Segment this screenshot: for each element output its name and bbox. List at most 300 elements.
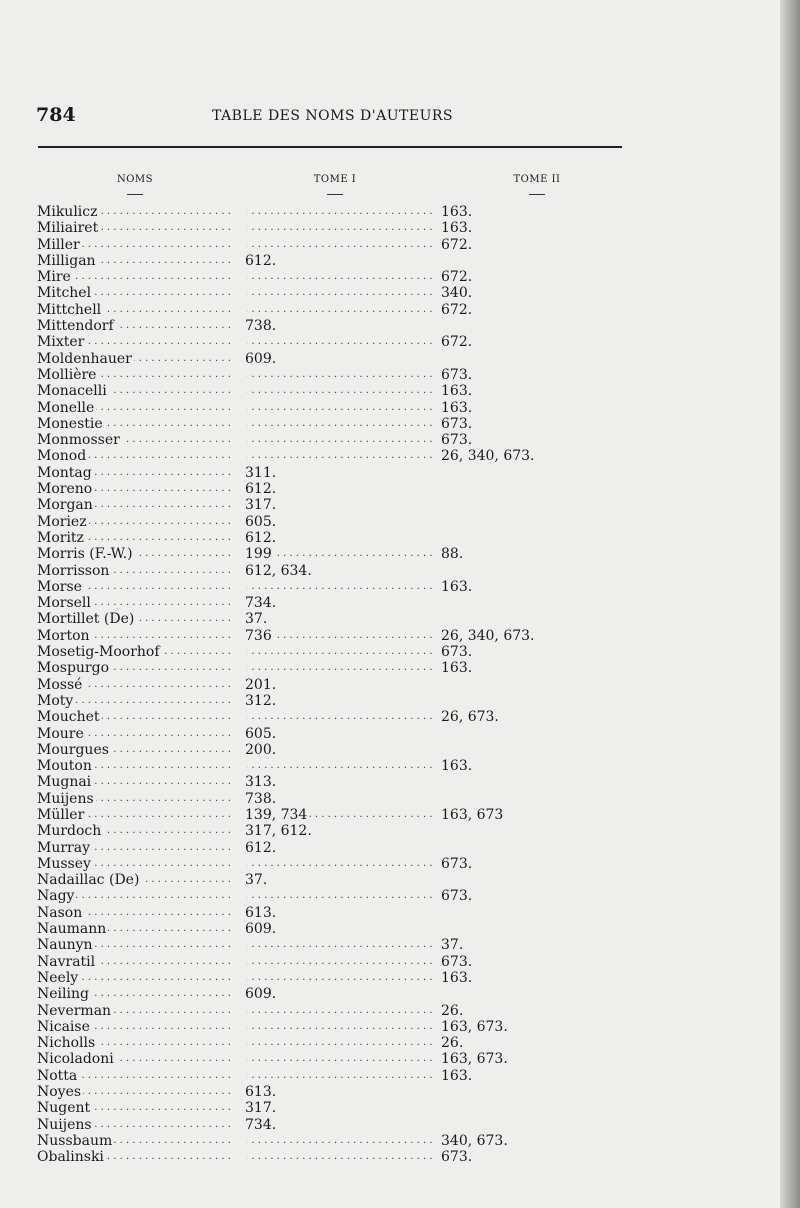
index-entry (37, 514, 597, 530)
entry-tome1-cell (245, 367, 433, 383)
entry-tome1-cell (245, 253, 433, 269)
entry-tome1-cell (245, 285, 433, 301)
entry-tome2: 673. (441, 415, 473, 432)
entry-tome2: 163. (441, 383, 473, 400)
entry-name-cell (37, 970, 234, 986)
entry-name-cell (37, 237, 234, 253)
entry-tome2: 26. (441, 1002, 464, 1019)
index-entry (37, 840, 597, 856)
entry-name-cell (37, 530, 234, 546)
entry-tome1: 609. (245, 921, 277, 938)
entry-name: Mittchell (37, 301, 102, 318)
entry-tome1 (245, 1003, 247, 1019)
entry-tome1-cell (245, 611, 433, 627)
entry-tome1 (245, 220, 247, 236)
entry-name-cell (37, 628, 234, 644)
entry-name-cell (37, 1003, 234, 1019)
entry-tome1-cell (245, 693, 433, 709)
entry-name-cell (37, 758, 234, 774)
entry-name-cell (37, 937, 234, 953)
entry-name-cell (37, 840, 234, 856)
entry-name-cell (37, 563, 234, 579)
entry-name-cell (37, 1149, 234, 1165)
entry-name: Nugent (37, 1100, 91, 1117)
index-entry (37, 611, 597, 627)
entry-name-cell (37, 269, 234, 285)
entry-tome2: 672. (441, 236, 473, 253)
entry-name: Morgan (37, 497, 93, 514)
entry-name: Moty (37, 692, 74, 709)
entry-tome1-cell (245, 334, 433, 350)
index-entry (37, 497, 597, 513)
entry-tome1: 37. (245, 611, 268, 628)
index-entry (37, 1068, 597, 1084)
index-entry (37, 1003, 597, 1019)
entry-tome1-cell (245, 302, 433, 318)
index-entry (37, 465, 597, 481)
entry-tome2: 673. (441, 432, 473, 449)
entry-tome2: 673. (441, 644, 473, 661)
entry-name: Mortillet (De) (37, 611, 135, 628)
entry-name-cell (37, 302, 234, 318)
entry-tome1 (245, 448, 247, 464)
entry-tome1 (245, 660, 247, 676)
entry-name: Moritz (37, 529, 84, 546)
entry-tome1-cell (245, 481, 433, 497)
entry-name: Mire (37, 269, 71, 286)
index-entry (37, 709, 597, 725)
entry-tome2: 163, 673. (441, 1051, 508, 1068)
entry-tome1 (245, 758, 247, 774)
entry-tome1-cell (245, 1117, 433, 1133)
entry-name-cell (37, 954, 234, 970)
entry-tome2: 672. (441, 301, 473, 318)
entry-name: Morris (F.-W.) (37, 546, 133, 563)
entry-tome1 (245, 237, 247, 253)
index-entry (37, 677, 597, 693)
index-entry (37, 1035, 597, 1051)
index-entry (37, 742, 597, 758)
entry-tome1 (245, 970, 247, 986)
index-entry (37, 986, 597, 1002)
entry-name-cell (37, 1035, 234, 1051)
entry-name-cell (37, 677, 234, 693)
entry-name-cell (37, 448, 234, 464)
entry-tome1-cell (245, 1019, 433, 1035)
entry-tome1: 612. (245, 839, 277, 856)
index-entry (37, 660, 597, 676)
entry-name: Naunyn (37, 937, 93, 954)
entry-name-cell (37, 872, 234, 888)
column-header-noms (105, 174, 165, 195)
entry-name-cell (37, 318, 234, 334)
entry-name-cell (37, 986, 234, 1002)
entry-tome2: 673. (441, 855, 473, 872)
entry-name-cell (37, 693, 234, 709)
entry-tome1: 738. (245, 318, 277, 335)
entry-tome1-cell (245, 807, 433, 823)
entry-name-cell (37, 546, 234, 562)
entry-tome1 (245, 888, 247, 904)
entry-name-cell (37, 481, 234, 497)
entry-name: Mussey (37, 855, 91, 872)
entry-tome2: 163. (441, 1067, 473, 1084)
entry-tome1 (245, 937, 247, 953)
entry-tome2: 163. (441, 758, 473, 775)
entry-tome1: 734. (245, 595, 277, 612)
index-entry (37, 888, 597, 904)
index-entry (37, 1100, 597, 1116)
entry-tome2: 673. (441, 888, 473, 905)
entry-tome1-cell (245, 530, 433, 546)
entry-tome1: 612, 634. (245, 562, 312, 579)
entry-name-cell (37, 856, 234, 872)
entry-name: Mospurgo (37, 660, 110, 677)
entry-tome1: 605. (245, 725, 277, 742)
entry-tome1: 609. (245, 350, 277, 367)
entry-tome1: 139, 734 (245, 806, 308, 823)
index-entry (37, 595, 597, 611)
entry-name-cell (37, 253, 234, 269)
index-entry (37, 872, 597, 888)
entry-tome1 (245, 1019, 247, 1035)
entry-tome1-cell (245, 1003, 433, 1019)
entry-name: Obalinski (37, 1149, 104, 1166)
entry-tome1-cell (245, 758, 433, 774)
column-header-label: TOME II (513, 174, 561, 185)
entry-tome1 (245, 644, 247, 660)
entry-tome1-cell (245, 204, 433, 220)
index-entry (37, 905, 597, 921)
entry-name: Notta (37, 1067, 78, 1084)
entry-name: Moreno (37, 481, 93, 498)
entry-tome1-cell (245, 1100, 433, 1116)
entry-name-cell (37, 595, 234, 611)
index-entry (37, 726, 597, 742)
entry-tome1-cell (245, 742, 433, 758)
index-entry (37, 367, 597, 383)
entry-tome2: 26, 340, 673. (441, 627, 535, 644)
entry-tome1-cell (245, 644, 433, 660)
entry-name-cell (37, 921, 234, 937)
entry-tome1-cell (245, 921, 433, 937)
entry-tome1: 311. (245, 464, 277, 481)
entry-name: Mouton (37, 758, 92, 775)
column-dash (127, 194, 143, 195)
entry-tome1: 317. (245, 497, 277, 514)
entry-tome1-cell (245, 383, 433, 399)
index-entry (37, 856, 597, 872)
entry-tome1-cell (245, 888, 433, 904)
entry-tome1-cell (245, 318, 433, 334)
entry-tome2: 163. (441, 969, 473, 986)
column-dash (327, 194, 343, 195)
page-edge (780, 0, 800, 1208)
entry-tome1-cell (245, 1035, 433, 1051)
index-entry (37, 237, 597, 253)
entry-tome1 (245, 204, 247, 220)
entry-name: Morse (37, 578, 82, 595)
index-entry (37, 954, 597, 970)
entry-name: Nuijens (37, 1116, 92, 1133)
column-header-label: TOME I (313, 174, 357, 185)
index-entry (37, 481, 597, 497)
entry-name: Neiling (37, 986, 89, 1003)
entry-name-cell (37, 416, 234, 432)
index-entry (37, 758, 597, 774)
index-entry (37, 448, 597, 464)
entry-name: Moure (37, 725, 84, 742)
entry-name-cell (37, 1117, 234, 1133)
entry-name-cell (37, 1051, 234, 1067)
entry-name: Navratil (37, 953, 96, 970)
entry-name-cell (37, 465, 234, 481)
entry-tome1-cell (245, 709, 433, 725)
index-entry (37, 823, 597, 839)
entry-tome1 (245, 383, 247, 399)
entry-tome1: 201. (245, 676, 277, 693)
column-header-tome1 (300, 174, 370, 195)
entry-tome1-cell (245, 970, 433, 986)
entry-tome2: 163, 673 (441, 806, 504, 823)
entry-tome1 (245, 1051, 247, 1067)
entry-tome1: 613. (245, 1084, 277, 1101)
entry-tome1-cell (245, 465, 433, 481)
index-entry (37, 416, 597, 432)
entry-tome2: 26, 673. (441, 709, 499, 726)
entry-tome1 (245, 1133, 247, 1149)
entry-tome1-cell (245, 905, 433, 921)
entry-tome1-cell (245, 1068, 433, 1084)
entry-name: Miliairet (37, 220, 99, 237)
entry-tome1-cell (245, 937, 433, 953)
entry-name: Neely (37, 969, 79, 986)
entry-name-cell (37, 807, 234, 823)
entry-name: Noyes (37, 1084, 82, 1101)
entry-name: Mugnai (37, 774, 92, 791)
page-number: 784 (36, 104, 76, 126)
index-entry (37, 644, 597, 660)
index-entry (37, 1117, 597, 1133)
entry-name-cell (37, 905, 234, 921)
entry-name: Monelle (37, 399, 95, 416)
entry-tome1-cell (245, 237, 433, 253)
entry-name: Nicaise (37, 1018, 90, 1035)
entry-tome2: 26. (441, 1035, 464, 1052)
index-entry (37, 400, 597, 416)
entry-tome1-cell (245, 497, 433, 513)
index-entry (37, 791, 597, 807)
index-entry (37, 1133, 597, 1149)
column-header-tome2 (497, 174, 577, 195)
entry-name: Mourgues (37, 741, 109, 758)
entry-tome1-cell (245, 872, 433, 888)
column-dash (529, 194, 545, 195)
entry-name: Naumann (37, 921, 107, 938)
entry-name: Mossé (37, 676, 83, 693)
index-entry (37, 807, 597, 823)
entry-name-cell (37, 774, 234, 790)
entry-name: Miller (37, 236, 80, 253)
entry-tome1 (245, 432, 247, 448)
entry-tome1-cell (245, 791, 433, 807)
entry-name-cell (37, 400, 234, 416)
entry-name-cell (37, 285, 234, 301)
entry-tome1-cell (245, 432, 433, 448)
author-index-list (37, 204, 597, 1166)
entry-name: Monod (37, 448, 87, 465)
entry-name-cell (37, 726, 234, 742)
entry-name: Nadaillac (De) (37, 872, 140, 889)
entry-name-cell (37, 367, 234, 383)
entry-tome1: 612. (245, 529, 277, 546)
entry-tome1-cell (245, 823, 433, 839)
entry-tome2: 163. (441, 204, 473, 220)
index-entry (37, 285, 597, 301)
index-entry (37, 628, 597, 644)
entry-name-cell (37, 1019, 234, 1035)
entry-name-cell (37, 334, 234, 350)
entry-name: Nagy (37, 888, 75, 905)
entry-name: Montag (37, 464, 92, 481)
entry-name-cell (37, 579, 234, 595)
entry-tome1: 317. (245, 1100, 277, 1117)
entry-tome1 (245, 400, 247, 416)
entry-name-cell (37, 611, 234, 627)
entry-name: Mollière (37, 366, 97, 383)
entry-tome2: 340. (441, 285, 473, 302)
entry-tome2: 163, 673. (441, 1018, 508, 1035)
entry-name-cell (37, 709, 234, 725)
index-entry (37, 1084, 597, 1100)
entry-tome2: 163. (441, 660, 473, 677)
index-entry (37, 1149, 597, 1165)
entry-name-cell (37, 1068, 234, 1084)
entry-name-cell (37, 220, 234, 236)
entry-tome1: 613. (245, 904, 277, 921)
entry-tome1-cell (245, 1051, 433, 1067)
entry-tome1 (245, 334, 247, 350)
entry-name-cell (37, 514, 234, 530)
entry-tome2: 37. (441, 937, 464, 954)
entry-tome1 (245, 1068, 247, 1084)
entry-tome1-cell (245, 1149, 433, 1165)
entry-name: Mixter (37, 334, 85, 351)
index-entry (37, 546, 597, 562)
entry-name-cell (37, 383, 234, 399)
entry-tome1-cell (245, 448, 433, 464)
entry-name: Murray (37, 839, 90, 856)
entry-tome1-cell (245, 579, 433, 595)
entry-tome1 (245, 856, 247, 872)
entry-name-cell (37, 1100, 234, 1116)
entry-tome1 (245, 1149, 247, 1165)
index-entry (37, 530, 597, 546)
entry-tome1-cell (245, 840, 433, 856)
entry-name: Mosetig-Moorhof (37, 644, 160, 661)
entry-tome1-cell (245, 546, 433, 562)
entry-tome1-cell (245, 774, 433, 790)
entry-tome2: 163. (441, 399, 473, 416)
entry-tome1: 200. (245, 741, 277, 758)
entry-tome1-cell (245, 856, 433, 872)
entry-tome1 (245, 285, 247, 301)
entry-tome2: 673. (441, 953, 473, 970)
index-entry (37, 269, 597, 285)
index-entry (37, 351, 597, 367)
entry-tome2: 88. (441, 546, 464, 563)
entry-name-cell (37, 1084, 234, 1100)
entry-tome1-cell (245, 416, 433, 432)
entry-name-cell (37, 660, 234, 676)
entry-tome2: 26, 340, 673. (441, 448, 535, 465)
entry-tome2: 340, 673. (441, 1132, 508, 1149)
entry-tome1-cell (245, 986, 433, 1002)
index-entry (37, 302, 597, 318)
entry-tome1 (245, 269, 247, 285)
entry-name: Monmosser (37, 432, 120, 449)
index-entry (37, 921, 597, 937)
entry-tome1-cell (245, 351, 433, 367)
entry-tome1-cell (245, 1133, 433, 1149)
entry-name: Nicoladoni (37, 1051, 114, 1068)
entry-tome2: 672. (441, 334, 473, 351)
entry-name: Moldenhauer (37, 350, 132, 367)
entry-tome1 (245, 367, 247, 383)
entry-tome1-cell (245, 269, 433, 285)
entry-name: Morton (37, 627, 90, 644)
entry-tome1: 738. (245, 790, 277, 807)
entry-name: Milligan (37, 252, 96, 269)
entry-tome1-cell (245, 563, 433, 579)
entry-name-cell (37, 351, 234, 367)
entry-tome1 (245, 1035, 247, 1051)
index-entry (37, 220, 597, 236)
entry-tome1: 199 (245, 546, 272, 563)
index-entry (37, 579, 597, 595)
index-entry (37, 334, 597, 350)
index-entry (37, 204, 597, 220)
running-title: TABLE DES NOMS D'AUTEURS (212, 108, 453, 124)
entry-tome1-cell (245, 1084, 433, 1100)
entry-tome2: 672. (441, 269, 473, 286)
entry-name-cell (37, 888, 234, 904)
entry-name: Muijens (37, 790, 94, 807)
entry-tome1-cell (245, 220, 433, 236)
entry-tome1-cell (245, 400, 433, 416)
entry-name: Monestie (37, 415, 103, 432)
entry-name: Mouchet (37, 709, 100, 726)
entry-name: Morrisson (37, 562, 110, 579)
entry-name-cell (37, 823, 234, 839)
header-rule (38, 146, 622, 148)
entry-tome1-cell (245, 660, 433, 676)
entry-tome2: 163. (441, 220, 473, 237)
entry-name: Mitchel (37, 285, 92, 302)
index-entry (37, 253, 597, 269)
entry-name: Mikulicz (37, 204, 98, 220)
entry-name: Monacelli (37, 383, 107, 400)
entry-name: Moriez (37, 513, 87, 530)
entry-name: Müller (37, 806, 85, 823)
index-entry (37, 1019, 597, 1035)
entry-tome2: 673. (441, 1149, 473, 1166)
entry-tome1 (245, 302, 247, 318)
index-entry (37, 432, 597, 448)
entry-tome1: 37. (245, 872, 268, 889)
entry-tome1-cell (245, 514, 433, 530)
entry-tome1: 612. (245, 252, 277, 269)
